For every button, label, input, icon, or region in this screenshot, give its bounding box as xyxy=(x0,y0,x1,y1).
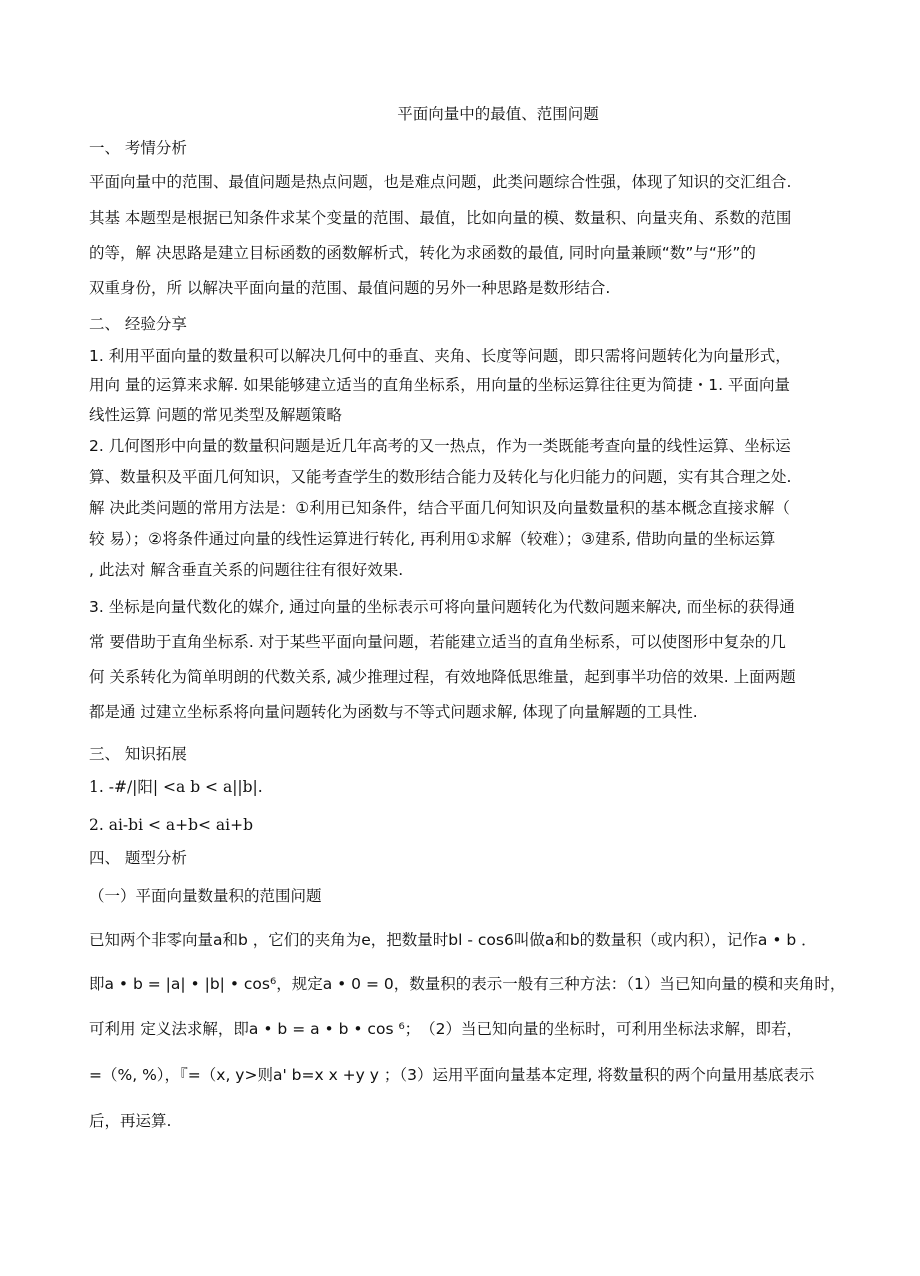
paragraph-line: 用向 量的运算来求解. 如果能够建立适当的直角坐标系，用向量的坐标运算往往更为简捷・1. 平面向量 xyxy=(89,376,790,394)
paragraph-line: 3. 坐标是向量代数化的媒介, 通过向量的坐标表示可将向量问题转化为代数问题来解决, 而坐标的获得通 xyxy=(89,598,795,616)
paragraph-line: 双重身份，所 以解决平面向量的范围、最值问题的另外一种思路是数形结合. xyxy=(89,279,611,297)
paragraph-line: 都是通 过建立坐标系将向量问题转化为函数与不等式问题求解, 体现了向量解题的工具性. xyxy=(89,703,698,721)
paragraph-line: 常 要借助于直角坐标系. 对于某些平面向量问题，若能建立适当的直角坐标系，可以使图形中复杂的几 xyxy=(89,633,786,651)
section-heading-question-types: 四、 题型分析 xyxy=(89,849,187,867)
paragraph-line: 何 关系转化为简单明朗的代数关系, 减少推理过程，有效地降低思维量，起到事半功倍的效果. 上面两题 xyxy=(89,668,796,686)
paragraph-line: 1. 利用平面向量的数量积可以解决几何中的垂直、夹角、长度等问题，即只需将问题转化为向量形式， xyxy=(89,347,791,365)
paragraph-line: 平面向量中的范围、最值问题是热点问题，也是难点问题，此类问题综合性强，体现了知识的交汇组合. xyxy=(89,173,792,191)
section-heading-analysis: 一、 考情分析 xyxy=(89,139,187,157)
paragraph-line: 即a • b = |a| • |b| • cos⁶，规定a • 0 = 0，数量积的表示一般有三种方法：（1）当已知向量的模和夹角时， xyxy=(89,975,846,993)
page-title: 平面向量中的最值、范围问题 xyxy=(397,105,599,123)
paragraph-line: 后，再运算. xyxy=(89,1112,172,1130)
paragraph-line: 线性运算 问题的常见类型及解题策略 xyxy=(89,406,342,424)
paragraph-line: 较 易）；②将条件通过向量的线性运算进行转化, 再利用①求解（较难）；③建系, 借助向量的坐标运算 xyxy=(89,530,776,548)
paragraph-line: 已知两个非零向量a和b ，它们的夹角为e，把数量时bl - cos6叫做a和b的数量积（或内积），记作a • b ． xyxy=(89,931,817,949)
paragraph-line: , 此法对 解含垂直关系的问题往往有很好效果. xyxy=(89,561,404,579)
paragraph-line: 其基 本题型是根据已知条件求某个变量的范围、最值，比如向量的模、数量积、向量夹角、系数的范围 xyxy=(89,209,792,227)
paragraph-line: 算、数量积及平面几何知识，又能考查学生的数形结合能力及转化与化归能力的问题，实有其合理之处. xyxy=(89,468,792,486)
formula-line: 1. -#/|阳| <a b < a||b|. xyxy=(89,778,263,796)
paragraph-line: 解 决此类问题的常用方法是：①利用已知条件，结合平面几何知识及向量数量积的基本概念直接求解（ xyxy=(89,499,790,517)
section-heading-knowledge: 三、 知识拓展 xyxy=(89,745,187,763)
formula-line: 2. ai-bi < a+b< ai+b xyxy=(89,816,254,834)
section-heading-experience: 二、 经验分享 xyxy=(89,315,187,333)
subsection-heading: （一）平面向量数量积的范围问题 xyxy=(89,887,322,905)
paragraph-line: 2. 几何图形中向量的数量积问题是近几年高考的又一热点，作为一类既能考查向量的线性运算、坐标运 xyxy=(89,437,791,455)
paragraph-line: 的等，解 决思路是建立目标函数的函数解析式，转化为求函数的最值, 同时向量兼顾“数”与“形”的 xyxy=(89,244,756,262)
paragraph-line: =（%, %），『=（x, y>则a' b=x x +y y ；（3）运用平面向量基本定理, 将数量积的两个向量用基底表示 xyxy=(89,1066,815,1084)
paragraph-line: 可利用 定义法求解，即a • b = a • b • cos ⁶； （2）当已知向量的坐标时，可利用坐标法求解，即若， xyxy=(89,1020,803,1038)
